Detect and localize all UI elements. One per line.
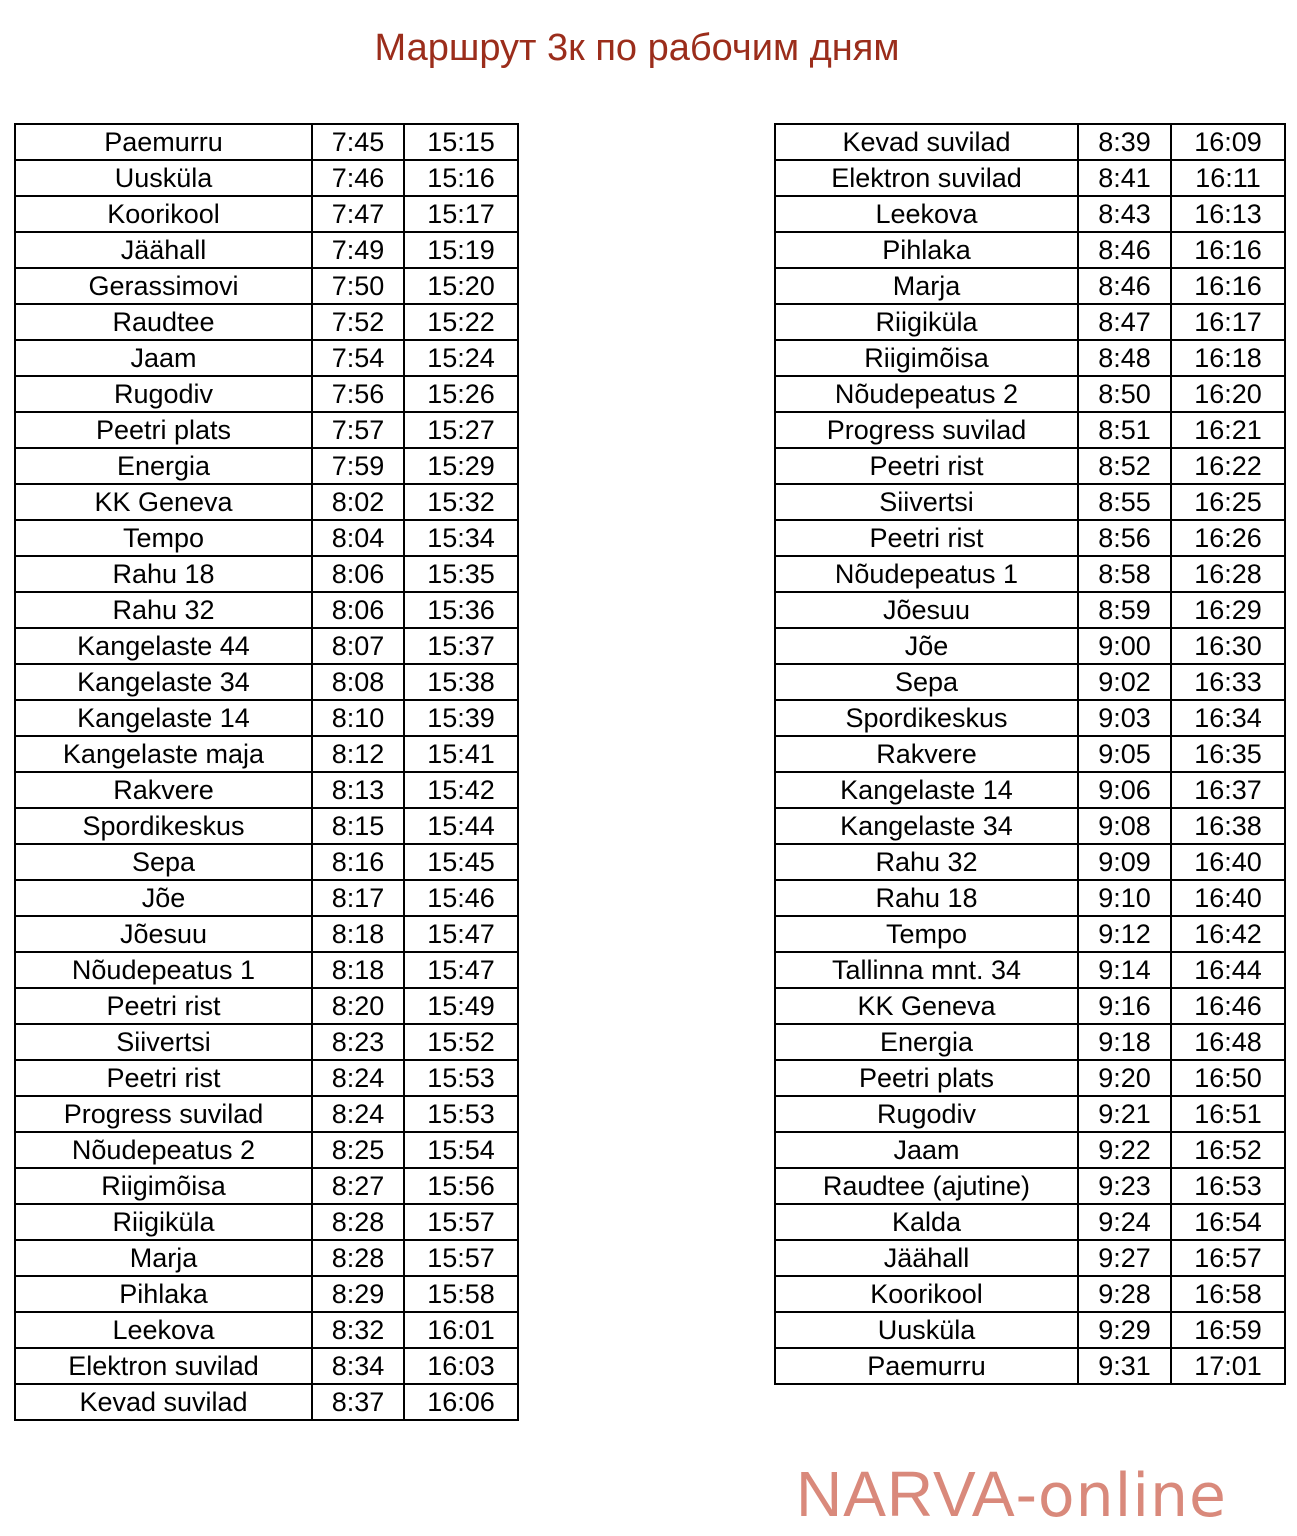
stop-name-cell: Jäähall: [15, 232, 312, 268]
morning-time-cell: 8:08: [312, 664, 404, 700]
morning-time-cell: 9:09: [1078, 844, 1171, 880]
schedule-row: [15, 664, 518, 700]
morning-time-cell: 8:41: [1078, 160, 1171, 196]
stop-name-cell: Uusküla: [775, 1312, 1078, 1348]
afternoon-time-cell: 15:16: [404, 160, 518, 196]
stop-name-cell: Progress suvilad: [15, 1096, 312, 1132]
stop-name-cell: Tempo: [775, 916, 1078, 952]
afternoon-time-cell: 16:59: [1171, 1312, 1285, 1348]
stop-name-cell: Jäähall: [775, 1240, 1078, 1276]
afternoon-time-cell: 16:20: [1171, 376, 1285, 412]
afternoon-time-cell: 16:35: [1171, 736, 1285, 772]
stop-name-cell: Raudtee: [15, 304, 312, 340]
morning-time-cell: 8:50: [1078, 376, 1171, 412]
afternoon-time-cell: 16:25: [1171, 484, 1285, 520]
schedule-row: [15, 304, 518, 340]
page-title: Маршрут 3к по рабочим дням: [374, 27, 900, 69]
afternoon-time-cell: 16:13: [1171, 196, 1285, 232]
stop-name-cell: Siivertsi: [15, 1024, 312, 1060]
schedule-row: [775, 268, 1285, 304]
stop-name-cell: Tempo: [15, 520, 312, 556]
schedule-row: [15, 448, 518, 484]
morning-time-cell: 7:45: [312, 124, 404, 160]
schedule-row: [775, 160, 1285, 196]
morning-time-cell: 8:51: [1078, 412, 1171, 448]
stop-name-cell: Nõudepeatus 2: [775, 376, 1078, 412]
stop-name-cell: Rahu 18: [15, 556, 312, 592]
morning-time-cell: 9:27: [1078, 1240, 1171, 1276]
morning-time-cell: 8:59: [1078, 592, 1171, 628]
afternoon-time-cell: 16:58: [1171, 1276, 1285, 1312]
morning-time-cell: 7:50: [312, 268, 404, 304]
schedule-row: [775, 1060, 1285, 1096]
morning-time-cell: 8:25: [312, 1132, 404, 1168]
schedule-row: [775, 700, 1285, 736]
afternoon-time-cell: 16:42: [1171, 916, 1285, 952]
schedule-row: [775, 376, 1285, 412]
logo-brand-lower: online: [1037, 1461, 1227, 1531]
afternoon-time-cell: 15:47: [404, 952, 518, 988]
narva-online-logo: [796, 1458, 1227, 1532]
afternoon-time-cell: 15:22: [404, 304, 518, 340]
schedule-row: [775, 1240, 1285, 1276]
afternoon-time-cell: 16:09: [1171, 124, 1285, 160]
schedule-row: [775, 772, 1285, 808]
schedule-row: [775, 592, 1285, 628]
stop-name-cell: Leekova: [775, 196, 1078, 232]
afternoon-time-cell: 15:38: [404, 664, 518, 700]
schedule-row: [15, 952, 518, 988]
afternoon-time-cell: 16:29: [1171, 592, 1285, 628]
schedule-row: [15, 1096, 518, 1132]
stop-name-cell: Pihlaka: [775, 232, 1078, 268]
stop-name-cell: Rahu 18: [775, 880, 1078, 916]
afternoon-time-cell: 15:53: [404, 1096, 518, 1132]
afternoon-time-cell: 15:57: [404, 1240, 518, 1276]
schedule-row: [775, 412, 1285, 448]
morning-time-cell: 8:55: [1078, 484, 1171, 520]
stop-name-cell: Spordikeskus: [775, 700, 1078, 736]
afternoon-time-cell: 16:26: [1171, 520, 1285, 556]
morning-time-cell: 7:56: [312, 376, 404, 412]
afternoon-time-cell: 16:40: [1171, 880, 1285, 916]
morning-time-cell: 7:47: [312, 196, 404, 232]
afternoon-time-cell: 15:41: [404, 736, 518, 772]
schedule-row: [15, 520, 518, 556]
stop-name-cell: Kangelaste 34: [15, 664, 312, 700]
schedule-row: [15, 1348, 518, 1384]
stop-name-cell: Jaam: [15, 340, 312, 376]
afternoon-time-cell: 15:20: [404, 268, 518, 304]
schedule-row: [15, 196, 518, 232]
afternoon-time-cell: 16:01: [404, 1312, 518, 1348]
morning-time-cell: 9:28: [1078, 1276, 1171, 1312]
schedule-row: [15, 340, 518, 376]
afternoon-time-cell: 15:39: [404, 700, 518, 736]
morning-time-cell: 7:57: [312, 412, 404, 448]
afternoon-time-cell: 16:22: [1171, 448, 1285, 484]
schedule-row: [775, 628, 1285, 664]
schedule-row: [15, 484, 518, 520]
schedule-row: [15, 1168, 518, 1204]
stop-name-cell: Kangelaste 14: [15, 700, 312, 736]
afternoon-time-cell: 16:16: [1171, 232, 1285, 268]
schedule-row: [775, 1204, 1285, 1240]
afternoon-time-cell: 15:15: [404, 124, 518, 160]
stop-name-cell: Rakvere: [775, 736, 1078, 772]
morning-time-cell: 9:21: [1078, 1096, 1171, 1132]
stop-name-cell: Peetri rist: [15, 988, 312, 1024]
timetable-left-body: [15, 124, 518, 1420]
schedule-row: [15, 160, 518, 196]
schedule-row: [15, 628, 518, 664]
timetable-left: [14, 123, 519, 1421]
stop-name-cell: Spordikeskus: [15, 808, 312, 844]
afternoon-time-cell: 16:44: [1171, 952, 1285, 988]
schedule-row: [15, 592, 518, 628]
schedule-row: [15, 376, 518, 412]
stop-name-cell: Energia: [775, 1024, 1078, 1060]
afternoon-time-cell: 15:24: [404, 340, 518, 376]
morning-time-cell: 8:24: [312, 1060, 404, 1096]
stop-name-cell: Koorikool: [15, 196, 312, 232]
stop-name-cell: Peetri rist: [775, 520, 1078, 556]
stop-name-cell: KK Geneva: [15, 484, 312, 520]
afternoon-time-cell: 16:57: [1171, 1240, 1285, 1276]
afternoon-time-cell: 16:33: [1171, 664, 1285, 700]
afternoon-time-cell: 16:40: [1171, 844, 1285, 880]
stop-name-cell: Peetri rist: [775, 448, 1078, 484]
stop-name-cell: Elektron suvilad: [15, 1348, 312, 1384]
afternoon-time-cell: 16:18: [1171, 340, 1285, 376]
afternoon-time-cell: 16:21: [1171, 412, 1285, 448]
morning-time-cell: 8:56: [1078, 520, 1171, 556]
afternoon-time-cell: 16:03: [404, 1348, 518, 1384]
morning-time-cell: 9:16: [1078, 988, 1171, 1024]
schedule-row: [15, 916, 518, 952]
afternoon-time-cell: 16:06: [404, 1384, 518, 1420]
morning-time-cell: 8:23: [312, 1024, 404, 1060]
stop-name-cell: Riigiküla: [15, 1204, 312, 1240]
schedule-row: [775, 196, 1285, 232]
stop-name-cell: Jaam: [775, 1132, 1078, 1168]
schedule-row: [15, 1132, 518, 1168]
stop-name-cell: Kalda: [775, 1204, 1078, 1240]
morning-time-cell: 9:20: [1078, 1060, 1171, 1096]
stop-name-cell: Jõesuu: [775, 592, 1078, 628]
afternoon-time-cell: 15:44: [404, 808, 518, 844]
afternoon-time-cell: 16:11: [1171, 160, 1285, 196]
morning-time-cell: 9:10: [1078, 880, 1171, 916]
stop-name-cell: Raudtee (ajutine): [775, 1168, 1078, 1204]
stop-name-cell: Paemurru: [775, 1348, 1078, 1384]
afternoon-time-cell: 15:47: [404, 916, 518, 952]
morning-time-cell: 8:27: [312, 1168, 404, 1204]
schedule-row: [15, 1060, 518, 1096]
stop-name-cell: Kangelaste maja: [15, 736, 312, 772]
morning-time-cell: 7:46: [312, 160, 404, 196]
schedule-row: [15, 556, 518, 592]
afternoon-time-cell: 15:57: [404, 1204, 518, 1240]
timetable-right: [774, 123, 1286, 1385]
afternoon-time-cell: 15:52: [404, 1024, 518, 1060]
afternoon-time-cell: 15:42: [404, 772, 518, 808]
stop-name-cell: Nõudepeatus 1: [775, 556, 1078, 592]
afternoon-time-cell: 15:49: [404, 988, 518, 1024]
morning-time-cell: 8:52: [1078, 448, 1171, 484]
schedule-row: [775, 1096, 1285, 1132]
afternoon-time-cell: 15:46: [404, 880, 518, 916]
morning-time-cell: 8:18: [312, 916, 404, 952]
stop-name-cell: Peetri rist: [15, 1060, 312, 1096]
morning-time-cell: 8:18: [312, 952, 404, 988]
morning-time-cell: 7:54: [312, 340, 404, 376]
morning-time-cell: 8:47: [1078, 304, 1171, 340]
schedule-row: [775, 1024, 1285, 1060]
morning-time-cell: 7:52: [312, 304, 404, 340]
schedule-row: [775, 952, 1285, 988]
afternoon-time-cell: 16:51: [1171, 1096, 1285, 1132]
morning-time-cell: 9:23: [1078, 1168, 1171, 1204]
afternoon-time-cell: 16:52: [1171, 1132, 1285, 1168]
schedule-row: [775, 844, 1285, 880]
morning-time-cell: 8:39: [1078, 124, 1171, 160]
schedule-row: [775, 1168, 1285, 1204]
morning-time-cell: 8:32: [312, 1312, 404, 1348]
morning-time-cell: 9:00: [1078, 628, 1171, 664]
stop-name-cell: Riigiküla: [775, 304, 1078, 340]
stop-name-cell: Rakvere: [15, 772, 312, 808]
stop-name-cell: Peetri plats: [775, 1060, 1078, 1096]
schedule-row: [15, 232, 518, 268]
morning-time-cell: 8:28: [312, 1204, 404, 1240]
afternoon-time-cell: 16:38: [1171, 808, 1285, 844]
stop-name-cell: Rugodiv: [15, 376, 312, 412]
stop-name-cell: Rahu 32: [15, 592, 312, 628]
morning-time-cell: 8:16: [312, 844, 404, 880]
stop-name-cell: Gerassimovi: [15, 268, 312, 304]
stop-name-cell: Kevad suvilad: [15, 1384, 312, 1420]
stop-name-cell: Sepa: [15, 844, 312, 880]
morning-time-cell: 8:28: [312, 1240, 404, 1276]
afternoon-time-cell: 15:35: [404, 556, 518, 592]
morning-time-cell: 8:43: [1078, 196, 1171, 232]
schedule-row: [775, 1312, 1285, 1348]
afternoon-time-cell: 16:53: [1171, 1168, 1285, 1204]
schedule-row: [775, 988, 1285, 1024]
schedule-row: [775, 1132, 1285, 1168]
stop-name-cell: Kangelaste 34: [775, 808, 1078, 844]
logo-brand-caps: NARVA-: [796, 1458, 1038, 1530]
morning-time-cell: 9:24: [1078, 1204, 1171, 1240]
morning-time-cell: 7:59: [312, 448, 404, 484]
schedule-row: [775, 304, 1285, 340]
morning-time-cell: 9:03: [1078, 700, 1171, 736]
schedule-row: [15, 988, 518, 1024]
schedule-row: [15, 700, 518, 736]
stop-name-cell: Peetri plats: [15, 412, 312, 448]
afternoon-time-cell: 15:27: [404, 412, 518, 448]
morning-time-cell: 8:24: [312, 1096, 404, 1132]
afternoon-time-cell: 15:53: [404, 1060, 518, 1096]
schedule-row: [775, 448, 1285, 484]
stop-name-cell: Riigimõisa: [775, 340, 1078, 376]
morning-time-cell: 9:08: [1078, 808, 1171, 844]
schedule-row: [775, 1348, 1285, 1384]
stop-name-cell: Jõe: [15, 880, 312, 916]
schedule-row: [15, 736, 518, 772]
schedule-row: [15, 1024, 518, 1060]
schedule-row: [775, 340, 1285, 376]
morning-time-cell: 8:58: [1078, 556, 1171, 592]
morning-time-cell: 8:20: [312, 988, 404, 1024]
schedule-row: [15, 1312, 518, 1348]
stop-name-cell: Energia: [15, 448, 312, 484]
morning-time-cell: 8:46: [1078, 232, 1171, 268]
morning-time-cell: 8:34: [312, 1348, 404, 1384]
schedule-row: [15, 1204, 518, 1240]
afternoon-time-cell: 15:54: [404, 1132, 518, 1168]
morning-time-cell: 8:37: [312, 1384, 404, 1420]
schedule-row: [775, 808, 1285, 844]
morning-time-cell: 8:15: [312, 808, 404, 844]
stop-name-cell: Riigimõisa: [15, 1168, 312, 1204]
morning-time-cell: 9:12: [1078, 916, 1171, 952]
stop-name-cell: Marja: [775, 268, 1078, 304]
afternoon-time-cell: 16:46: [1171, 988, 1285, 1024]
stop-name-cell: Kangelaste 44: [15, 628, 312, 664]
stop-name-cell: Sepa: [775, 664, 1078, 700]
afternoon-time-cell: 15:36: [404, 592, 518, 628]
morning-time-cell: 9:14: [1078, 952, 1171, 988]
stop-name-cell: Marja: [15, 1240, 312, 1276]
morning-time-cell: 8:07: [312, 628, 404, 664]
schedule-row: [775, 664, 1285, 700]
afternoon-time-cell: 16:37: [1171, 772, 1285, 808]
afternoon-time-cell: 15:56: [404, 1168, 518, 1204]
afternoon-time-cell: 15:26: [404, 376, 518, 412]
afternoon-time-cell: 16:30: [1171, 628, 1285, 664]
stop-name-cell: Nõudepeatus 1: [15, 952, 312, 988]
morning-time-cell: 8:02: [312, 484, 404, 520]
stop-name-cell: Pihlaka: [15, 1276, 312, 1312]
morning-time-cell: 8:06: [312, 556, 404, 592]
afternoon-time-cell: 15:17: [404, 196, 518, 232]
schedule-row: [15, 1384, 518, 1420]
schedule-row: [15, 772, 518, 808]
stop-name-cell: Siivertsi: [775, 484, 1078, 520]
morning-time-cell: 8:13: [312, 772, 404, 808]
morning-time-cell: 9:31: [1078, 1348, 1171, 1384]
afternoon-time-cell: 16:48: [1171, 1024, 1285, 1060]
afternoon-time-cell: 16:16: [1171, 268, 1285, 304]
schedule-row: [775, 736, 1285, 772]
schedule-row: [15, 1276, 518, 1312]
afternoon-time-cell: 16:50: [1171, 1060, 1285, 1096]
morning-time-cell: 9:02: [1078, 664, 1171, 700]
afternoon-time-cell: 16:17: [1171, 304, 1285, 340]
morning-time-cell: 9:22: [1078, 1132, 1171, 1168]
stop-name-cell: Rahu 32: [775, 844, 1078, 880]
afternoon-time-cell: 15:45: [404, 844, 518, 880]
schedule-row: [775, 484, 1285, 520]
morning-time-cell: 8:46: [1078, 268, 1171, 304]
afternoon-time-cell: 15:37: [404, 628, 518, 664]
morning-time-cell: 8:29: [312, 1276, 404, 1312]
stop-name-cell: Uusküla: [15, 160, 312, 196]
stop-name-cell: Paemurru: [15, 124, 312, 160]
stop-name-cell: Elektron suvilad: [775, 160, 1078, 196]
schedule-row: [775, 1276, 1285, 1312]
morning-time-cell: 7:49: [312, 232, 404, 268]
morning-time-cell: 9:05: [1078, 736, 1171, 772]
afternoon-time-cell: 16:28: [1171, 556, 1285, 592]
schedule-row: [775, 232, 1285, 268]
morning-time-cell: 8:06: [312, 592, 404, 628]
stop-name-cell: Tallinna mnt. 34: [775, 952, 1078, 988]
morning-time-cell: 8:04: [312, 520, 404, 556]
morning-time-cell: 8:12: [312, 736, 404, 772]
stop-name-cell: Progress suvilad: [775, 412, 1078, 448]
stop-name-cell: Jõesuu: [15, 916, 312, 952]
morning-time-cell: 9:29: [1078, 1312, 1171, 1348]
morning-time-cell: 9:18: [1078, 1024, 1171, 1060]
schedule-row: [15, 808, 518, 844]
afternoon-time-cell: 15:32: [404, 484, 518, 520]
morning-time-cell: 8:17: [312, 880, 404, 916]
timetable-right-body: [775, 124, 1285, 1384]
schedule-row: [775, 124, 1285, 160]
schedule-row: [15, 268, 518, 304]
schedule-row: [775, 556, 1285, 592]
schedule-row: [15, 844, 518, 880]
stop-name-cell: Koorikool: [775, 1276, 1078, 1312]
stop-name-cell: Jõe: [775, 628, 1078, 664]
afternoon-time-cell: 17:01: [1171, 1348, 1285, 1384]
schedule-row: [775, 880, 1285, 916]
afternoon-time-cell: 15:34: [404, 520, 518, 556]
afternoon-time-cell: 16:34: [1171, 700, 1285, 736]
stop-name-cell: Kevad suvilad: [775, 124, 1078, 160]
stop-name-cell: Nõudepeatus 2: [15, 1132, 312, 1168]
schedule-row: [15, 124, 518, 160]
stop-name-cell: Rugodiv: [775, 1096, 1078, 1132]
schedule-row: [15, 880, 518, 916]
afternoon-time-cell: 16:54: [1171, 1204, 1285, 1240]
afternoon-time-cell: 15:19: [404, 232, 518, 268]
morning-time-cell: 9:06: [1078, 772, 1171, 808]
afternoon-time-cell: 15:29: [404, 448, 518, 484]
stop-name-cell: KK Geneva: [775, 988, 1078, 1024]
morning-time-cell: 8:48: [1078, 340, 1171, 376]
morning-time-cell: 8:10: [312, 700, 404, 736]
stop-name-cell: Leekova: [15, 1312, 312, 1348]
schedule-row: [15, 412, 518, 448]
schedule-row: [775, 520, 1285, 556]
schedule-row: [775, 916, 1285, 952]
stop-name-cell: Kangelaste 14: [775, 772, 1078, 808]
schedule-row: [15, 1240, 518, 1276]
afternoon-time-cell: 15:58: [404, 1276, 518, 1312]
